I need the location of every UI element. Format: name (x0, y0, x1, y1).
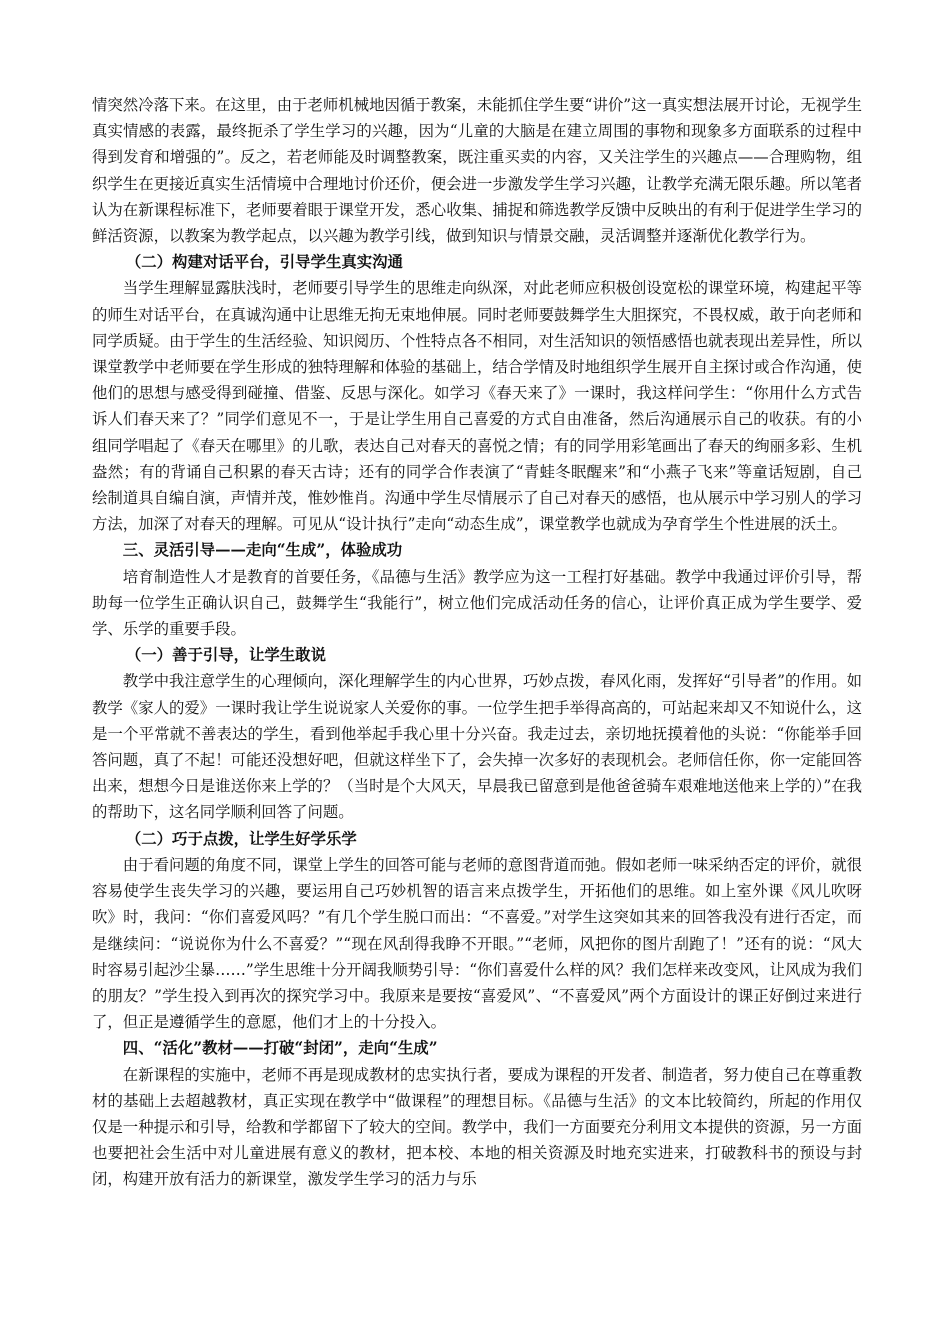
section-heading-textbook: 四、“活化”教材——打破“封闭”，走向“生成” (122, 1039, 438, 1058)
subheading-guide-speak: （一）善于引导，让学生敢说 (125, 646, 326, 665)
paragraph-curriculum: 在新课程的实施中，老师不再是现成教材的忠实执行者，要成为课程的开发者、制造者，努力使自己在尊重教材的基础上去超越教材，真正实现在教学中“做课程”的理想目标。《品德与生活》的文本比较简约，所起的作用仅仅是一种提示和引导，给教和学都留下了较大的空间。教学中，我们一方面要充分利用文本提供的资源，另一方面也要把社会生活中对儿童进展有意义的教材，把本校、本地的相关资源及时地充实进来，打破教科书的预设与封闭，构建开放有活力的新课堂，激发学生学习的活力与乐 (92, 1065, 862, 1189)
paragraph-evaluation: 培育制造性人才是教育的首要任务，《品德与生活》教学应为这一工程打好基础。教学中我通过评价引导，帮助每一位学生正确认识自己，鼓舞学生“我能行”，树立他们完成活动任务的信心，让评价真正成为学生要学、爱学、乐学的重要手段。 (92, 567, 862, 639)
paragraph-dialogue: 当学生理解显露肤浅时，老师要引导学生的思维走向纵深，对此老师应积极创设宽松的课堂环境，构建起平等的师生对话平台，在真诚沟通中让思维无拘无束地伸展。同时老师要鼓舞学生大胆探究，不畏权威，敢于向老师和同学质疑。由于学生的生活经验、知识阅历、个性特点各不相同，对生活知识的领悟感悟也就表现出差异性，所以课堂教学中老师要在学生形成的独特理解和体验的基础上，结合学情及时地组织学生展开自主探讨或合作沟通，使他们的思想与感受得到碰撞、借鉴、反思与深化。如学习《春天来了》一课时，我这样问学生：“你用什么方式告诉人们春天来了？”同学们意见不一，于是让学生用自己喜爱的方式自由准备，然后沟通展示自己的收获。有的小组同学唱起了《春天在哪里》的儿歌，表达自己对春天的喜悦之情；有的同学用彩笔画出了春天的绚丽多彩、生机盎然；有的背诵自己积累的春天古诗；还有的同学合作表演了“青蛙冬眠醒来”和“小燕子飞来”等童话短剧，自己绘制道具自编自演，声情并茂，惟妙惟肖。沟通中学生尽情展示了自己对春天的感悟，也从展示中学习别人的学习方法，加深了对春天的理解。可见从“设计执行”走向“动态生成”，课堂教学也就成为孕育学生个性进展的沃土。 (92, 279, 862, 534)
paragraph-family-love: 教学中我注意学生的心理倾向，深化理解学生的内心世界，巧妙点拨，春风化雨，发挥好“引导者”的作用。如教学《家人的爱》一课时我让学生说说家人关爱你的事。一位学生把手举得高高的，可站起来却又不知说什么，这是一个平常就不善表达的学生，看到他举起手我心里十分兴奋。我走过去，亲切地抚摸着他的头说：“你能举手回答问题，真了不起！可能还没想好吧，但就这样坐下了，会失掉一次多好的表现机会。老师信任你，你一定能回答出来，想想今日是谁送你来上学的？（当时是个大风天，早晨我已留意到是他爸爸骑车艰难地送他来上学的）”在我的帮助下，这名同学顺利回答了问题。 (92, 672, 862, 822)
section-heading-flexible-guidance: 三、灵活引导——走向“生成”，体验成功 (122, 541, 403, 560)
subheading-hint: （二）巧于点拨，让学生好学乐学 (125, 829, 357, 848)
document-page (92, 92, 862, 1193)
paragraph-wind-lesson: 由于看问题的角度不同，课堂上学生的回答可能与老师的意图背道而弛。假如老师一味采纳否定的评价，就很容易使学生丧失学习的兴趣，要运用自己巧妙机智的语言来点拨学生，开拓他们的思维。如上室外课《风儿吹呀吹》时，我问：“你们喜爱风吗？”有几个学生脱口而出：“不喜爱。”对学生这突如其来的回答我没有进行否定，而是继续问：“说说你为什么不喜爱？”“现在风刮得我睁不开眼。”“老师，风把你的图片刮跑了！”还有的说：“风大时容易引起沙尘暴……”学生思维十分开阔我顺势引导：“你们喜爱什么样的风？我们怎样来改变风，让风成为我们的朋友？”学生投入到再次的探究学习中。我原来是要按“喜爱风”、“不喜爱风”两个方面设计的课正好倒过来进行了，但正是遵循学生的意愿，他们才上的十分投入。 (92, 855, 862, 1032)
subheading-dialogue-platform: （二）构建对话平台，引导学生真实沟通 (125, 253, 403, 272)
paragraph-continuation: 情突然冷落下来。在这里，由于老师机械地因循于教案，未能抓住学生要“讲价”这一真实想法展开讨论，无视学生真实情感的表露，最终扼杀了学生学习的兴趣，因为“儿童的大脑是在建立周围的事物和现象多方面联系的过程中得到发育和增强的”。反之，若老师能及时调整教案，既注重买卖的内容，又关注学生的兴趣点——合理购物，组织学生在更接近真实生活情境中合理地讨价还价，便会进一步激发学生学习兴趣，让教学充满无限乐趣。所以笔者认为在新课程标准下，老师要着眼于课堂开发，悉心收集、捕捉和筛选教学反馈中反映出的有利于促进学生学习的鲜活资源，以教案为教学起点，以兴趣为教学引线，做到知识与情景交融，灵活调整并逐渐优化教学行为。 (92, 96, 862, 246)
